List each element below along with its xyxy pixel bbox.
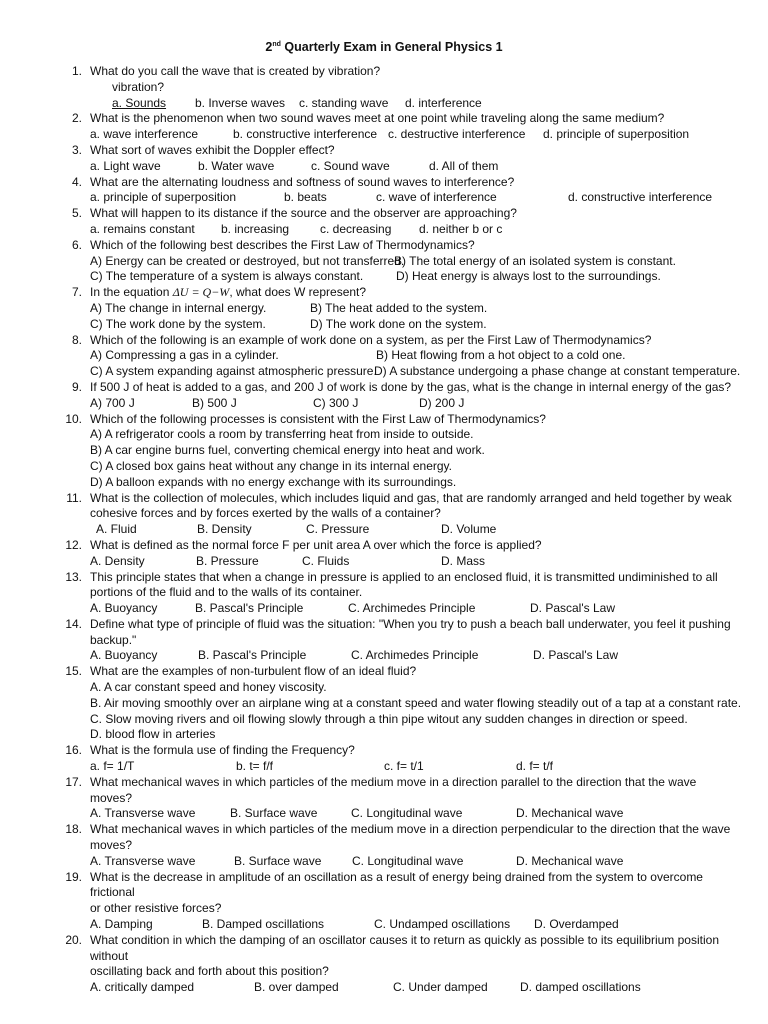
question-number: 20. [65,932,82,947]
answer-option: C. Archimedes Principle [348,601,476,616]
answer-option: b. constructive interference [233,127,378,142]
question [0,570,768,617]
answer-option: D) A balloon expands with no energy exchange with its surroundings. [90,474,457,489]
answer-row [0,96,768,112]
answer-row [0,190,768,206]
answer-option: B. Damped oscillations [202,917,325,932]
question-stem: Which of the following is an example of work done on a system, as per the First Law of Thermodynamics? [90,332,652,347]
answer-row [0,696,768,712]
question-number: 7. [71,285,82,300]
answer-option: C) A system expanding against atmospheric pressure. [90,364,377,379]
question-stem: What do you call the wave that is created by vibration? [90,64,381,78]
answer-option: a. Light wave [90,158,161,173]
question-stem: or other resistive forces? [90,901,222,916]
question-number: 15. [65,664,82,679]
answer-option: c. destructive interference [388,127,526,142]
question-number: 19. [65,869,82,884]
answer-option: d. All of them [429,158,499,173]
answer-option: C. Archimedes Principle [351,648,479,663]
question [0,538,768,570]
question [0,664,768,743]
question-stem: Which of the following processes is consistent with the First Law of Thermodynamics? [90,411,546,426]
answer-option: B. Pressure [196,553,259,568]
answer-option: D. Pascal's Law [533,648,618,663]
answer-option: A) A refrigerator cools a room by transferring heat from inside to outside. [90,427,474,442]
answer-row [0,301,768,317]
answer-row [0,127,768,143]
answer-row [0,80,768,96]
answer-row [0,443,768,459]
question [0,380,768,412]
answer-option: A. Damping [90,917,153,932]
answer-option: d. interference [405,95,482,110]
answer-option: B. Surface wave [234,853,322,868]
answer-option: D. Pascal's Law [530,601,615,616]
question-stem: What is the phenomenon when two sound waves meet at one point while traveling along the same medium? [90,111,665,126]
question-stem: oscillating back and forth about this position? [90,964,329,979]
question [0,412,768,491]
question-number: 17. [65,774,82,789]
answer-option: a. remains constant [90,221,195,236]
answer-row [0,317,768,333]
question-stem: If 500 J of heat is added to a gas, and 200 J of work is done by the gas, what is the change in internal energy of the gas? [90,379,732,394]
question-stem: What is the decrease in amplitude of an oscillation as a result of energy being drained from the system to overcome frictional [90,869,703,900]
answer-option: c. wave of interference [376,190,497,205]
answer-row [0,854,768,870]
title-superscript: nd [272,41,281,48]
answer-row [0,159,768,175]
answer-option: d. principle of superposition [543,127,690,142]
answer-row [0,554,768,570]
answer-row [0,806,768,822]
question-stem: This principle states that when a change in pressure is applied to an enclosed fluid, it is transmitted undiminished to all [90,569,718,584]
question-stem: backup." [90,632,137,647]
question-stem: What mechanical waves in which particles of the medium move in a direction parallel to the direction that the wave moves? [90,774,697,805]
answer-option: b. increasing [221,221,290,236]
answer-option: D) The work done on the system. [310,316,487,331]
answer-row [0,254,768,270]
question-number: 9. [71,379,82,394]
answer-option: C) A closed box gains heat without any change in its internal energy. [90,458,452,473]
answer-row [0,601,768,617]
answer-option: vibration? [112,79,165,94]
answer-option: C. Pressure [306,522,370,537]
answer-option: B. Air moving smoothly over an airplane wing at a constant speed and water flowing steadily out of a tap at a constant rate. [90,695,742,710]
answer-option: C) 300 J [313,395,359,410]
question [0,238,768,285]
question [0,491,768,538]
answer-option: c. decreasing [320,221,392,236]
answer-row [0,712,768,728]
answer-option: B) The total energy of an isolated system is constant. [394,253,676,268]
question [0,285,768,332]
question-stem: Which of the following best describes the First Law of Thermodynamics? [90,237,475,252]
question-stem: Define what type of principle of fluid was the situation: "When you try to push a beach ball underwater, you feel it pushing [90,616,731,631]
answer-option: B. Pascal's Principle [198,648,307,663]
answer-option: A. Buoyancy [90,601,158,616]
answer-option: b. Inverse waves [195,95,286,110]
answer-option: B. Surface wave [230,806,318,821]
answer-row [0,269,768,285]
answer-option: A. Density [90,553,145,568]
answer-option: a. principle of superposition [90,190,237,205]
answer-option: b. Water wave [198,158,275,173]
answer-row [0,396,768,412]
answer-row [0,427,768,443]
answer-option: A. Transverse wave [90,806,196,821]
question [0,775,768,822]
answer-option: B) A car engine burns fuel, converting chemical energy into heat and work. [90,443,485,458]
question-stem: What are the examples of non-turbulent flow of an ideal fluid? [90,664,417,679]
question-number: 18. [65,822,82,837]
question-number: 10. [65,411,82,426]
question-stem: What sort of waves exhibit the Doppler effect? [90,142,335,157]
answer-option: C. Under damped [393,980,488,995]
answer-option: C) The work done by the system. [90,316,266,331]
title-prefix: 2 [265,40,273,54]
answer-option: D. Overdamped [534,917,619,932]
answer-option: A) The change in internal energy. [90,300,267,315]
answer-option: D. damped oscillations [520,980,641,995]
answer-option: A. Buoyancy [90,648,158,663]
answer-option: C. Slow moving rivers and oil flowing slowly through a thin pipe witout any sudden changes in direction or speed. [90,711,688,726]
answer-option: c. f= t/1 [384,759,424,774]
answer-row [0,980,768,996]
question-number: 13. [65,569,82,584]
question-stem: portions of the fluid and to the walls of its container. [90,585,363,600]
question-number: 6. [71,237,82,252]
question [0,175,768,207]
question-stem-text: , what does W represent? [229,285,367,300]
answer-option: B. over damped [254,980,339,995]
answer-option: b. t= f/f [236,759,274,774]
answer-row [0,222,768,238]
question-number: 5. [71,206,82,221]
answer-option: B) The heat added to the system. [310,300,488,315]
answer-option: A) Compressing a gas in a cylinder. [90,348,279,363]
answer-option: A. Fluid [96,522,137,537]
question-number: 2. [71,111,82,126]
question [0,822,768,869]
answer-row [0,680,768,696]
question [0,333,768,380]
answer-option: d. constructive interference [568,190,713,205]
answer-option: A. A car constant speed and honey viscosity. [90,680,327,695]
question [0,111,768,143]
answer-option: C. Longitudinal wave [352,853,464,868]
answer-option: c. Sound wave [311,158,390,173]
question-stem: What is the formula use of finding the Frequency? [90,743,355,758]
answer-option: B. Density [197,522,252,537]
question-stem: What will happen to its distance if the source and the observer are approaching? [90,206,517,221]
question [0,206,768,238]
answer-option: B. Pascal's Principle [195,601,304,616]
answer-row [0,475,768,491]
answer-option: A) 700 J [90,395,135,410]
answer-option: D. blood flow in arteries [90,727,216,742]
question-stem-text: In the equation [90,285,173,300]
question-list [0,64,768,996]
answer-option: a. wave interference [90,127,199,142]
answer-option: C. Undamped oscillations [374,917,511,932]
question-number: 16. [65,743,82,758]
question [0,617,768,664]
question [0,143,768,175]
question-stem: What is the collection of molecules, which includes liquid and gas, that are randomly arranged and held together by weak [90,490,732,505]
answer-option: B) 500 J [192,395,237,410]
answer-row [0,727,768,743]
answer-option: C. Longitudinal wave [351,806,463,821]
answer-row [0,759,768,775]
question-stem: What is defined as the normal force F per unit area A over which the force is applied? [90,537,542,552]
answer-option: D) 200 J [419,395,465,410]
question-stem [90,285,735,301]
answer-row [0,522,768,538]
question-stem: What mechanical waves in which particles of the medium move in a direction perpendicular to the direction that the wave [90,822,731,837]
answer-option: b. beats [284,190,327,205]
answer-option: A) Energy can be created or destroyed, but not transferred. [90,253,405,268]
title-text: Quarterly Exam in General Physics 1 [280,40,503,54]
question-stem: What are the alternating loudness and softness of sound waves to interference? [90,174,515,189]
question-stem: cohesive forces and by forces exerted by the walls of a container? [90,506,441,521]
answer-row [0,348,768,364]
question-number: 12. [65,537,82,552]
question [0,64,768,111]
answer-option: C. Fluids [302,553,350,568]
answer-row [0,364,768,380]
answer-row [0,648,768,664]
answer-row [0,459,768,475]
question-number: 11. [66,490,82,505]
question-number: 4. [71,174,82,189]
answer-option: a. Sounds [112,95,167,110]
answer-option: D. Mechanical wave [516,853,624,868]
question [0,933,768,996]
answer-option: a. f= 1/T [90,759,135,774]
answer-option: D) A substance undergoing a phase change at constant temperature. [374,364,741,379]
question-number: 8. [71,332,82,347]
answer-option: c. standing wave [299,95,389,110]
answer-option: D) Heat energy is always lost to the surroundings. [396,269,661,284]
question-stem: What condition in which the damping of an oscillator causes it to return as quickly as possible to its equilibrium position without [90,932,719,963]
answer-option: D. Mass [441,553,486,568]
question-number: 3. [71,142,82,157]
answer-option: d. neither b or c [419,221,503,236]
equation: ΔU = Q−W [172,285,230,300]
question [0,870,768,933]
answer-option: D. Volume [441,522,497,537]
question-number: 1. [71,64,82,78]
answer-option: D. Mechanical wave [516,806,624,821]
answer-row [0,917,768,933]
answer-option: C) The temperature of a system is always constant. [90,269,364,284]
question-number: 14. [65,616,82,631]
question-stem: moves? [90,838,133,853]
answer-option: A. Transverse wave [90,853,196,868]
answer-option: d. f= t/f [516,759,554,774]
answer-option: A. critically damped [90,980,195,995]
page-title [0,40,768,54]
answer-option: B) Heat flowing from a hot object to a cold one. [376,348,626,363]
question [0,743,768,775]
